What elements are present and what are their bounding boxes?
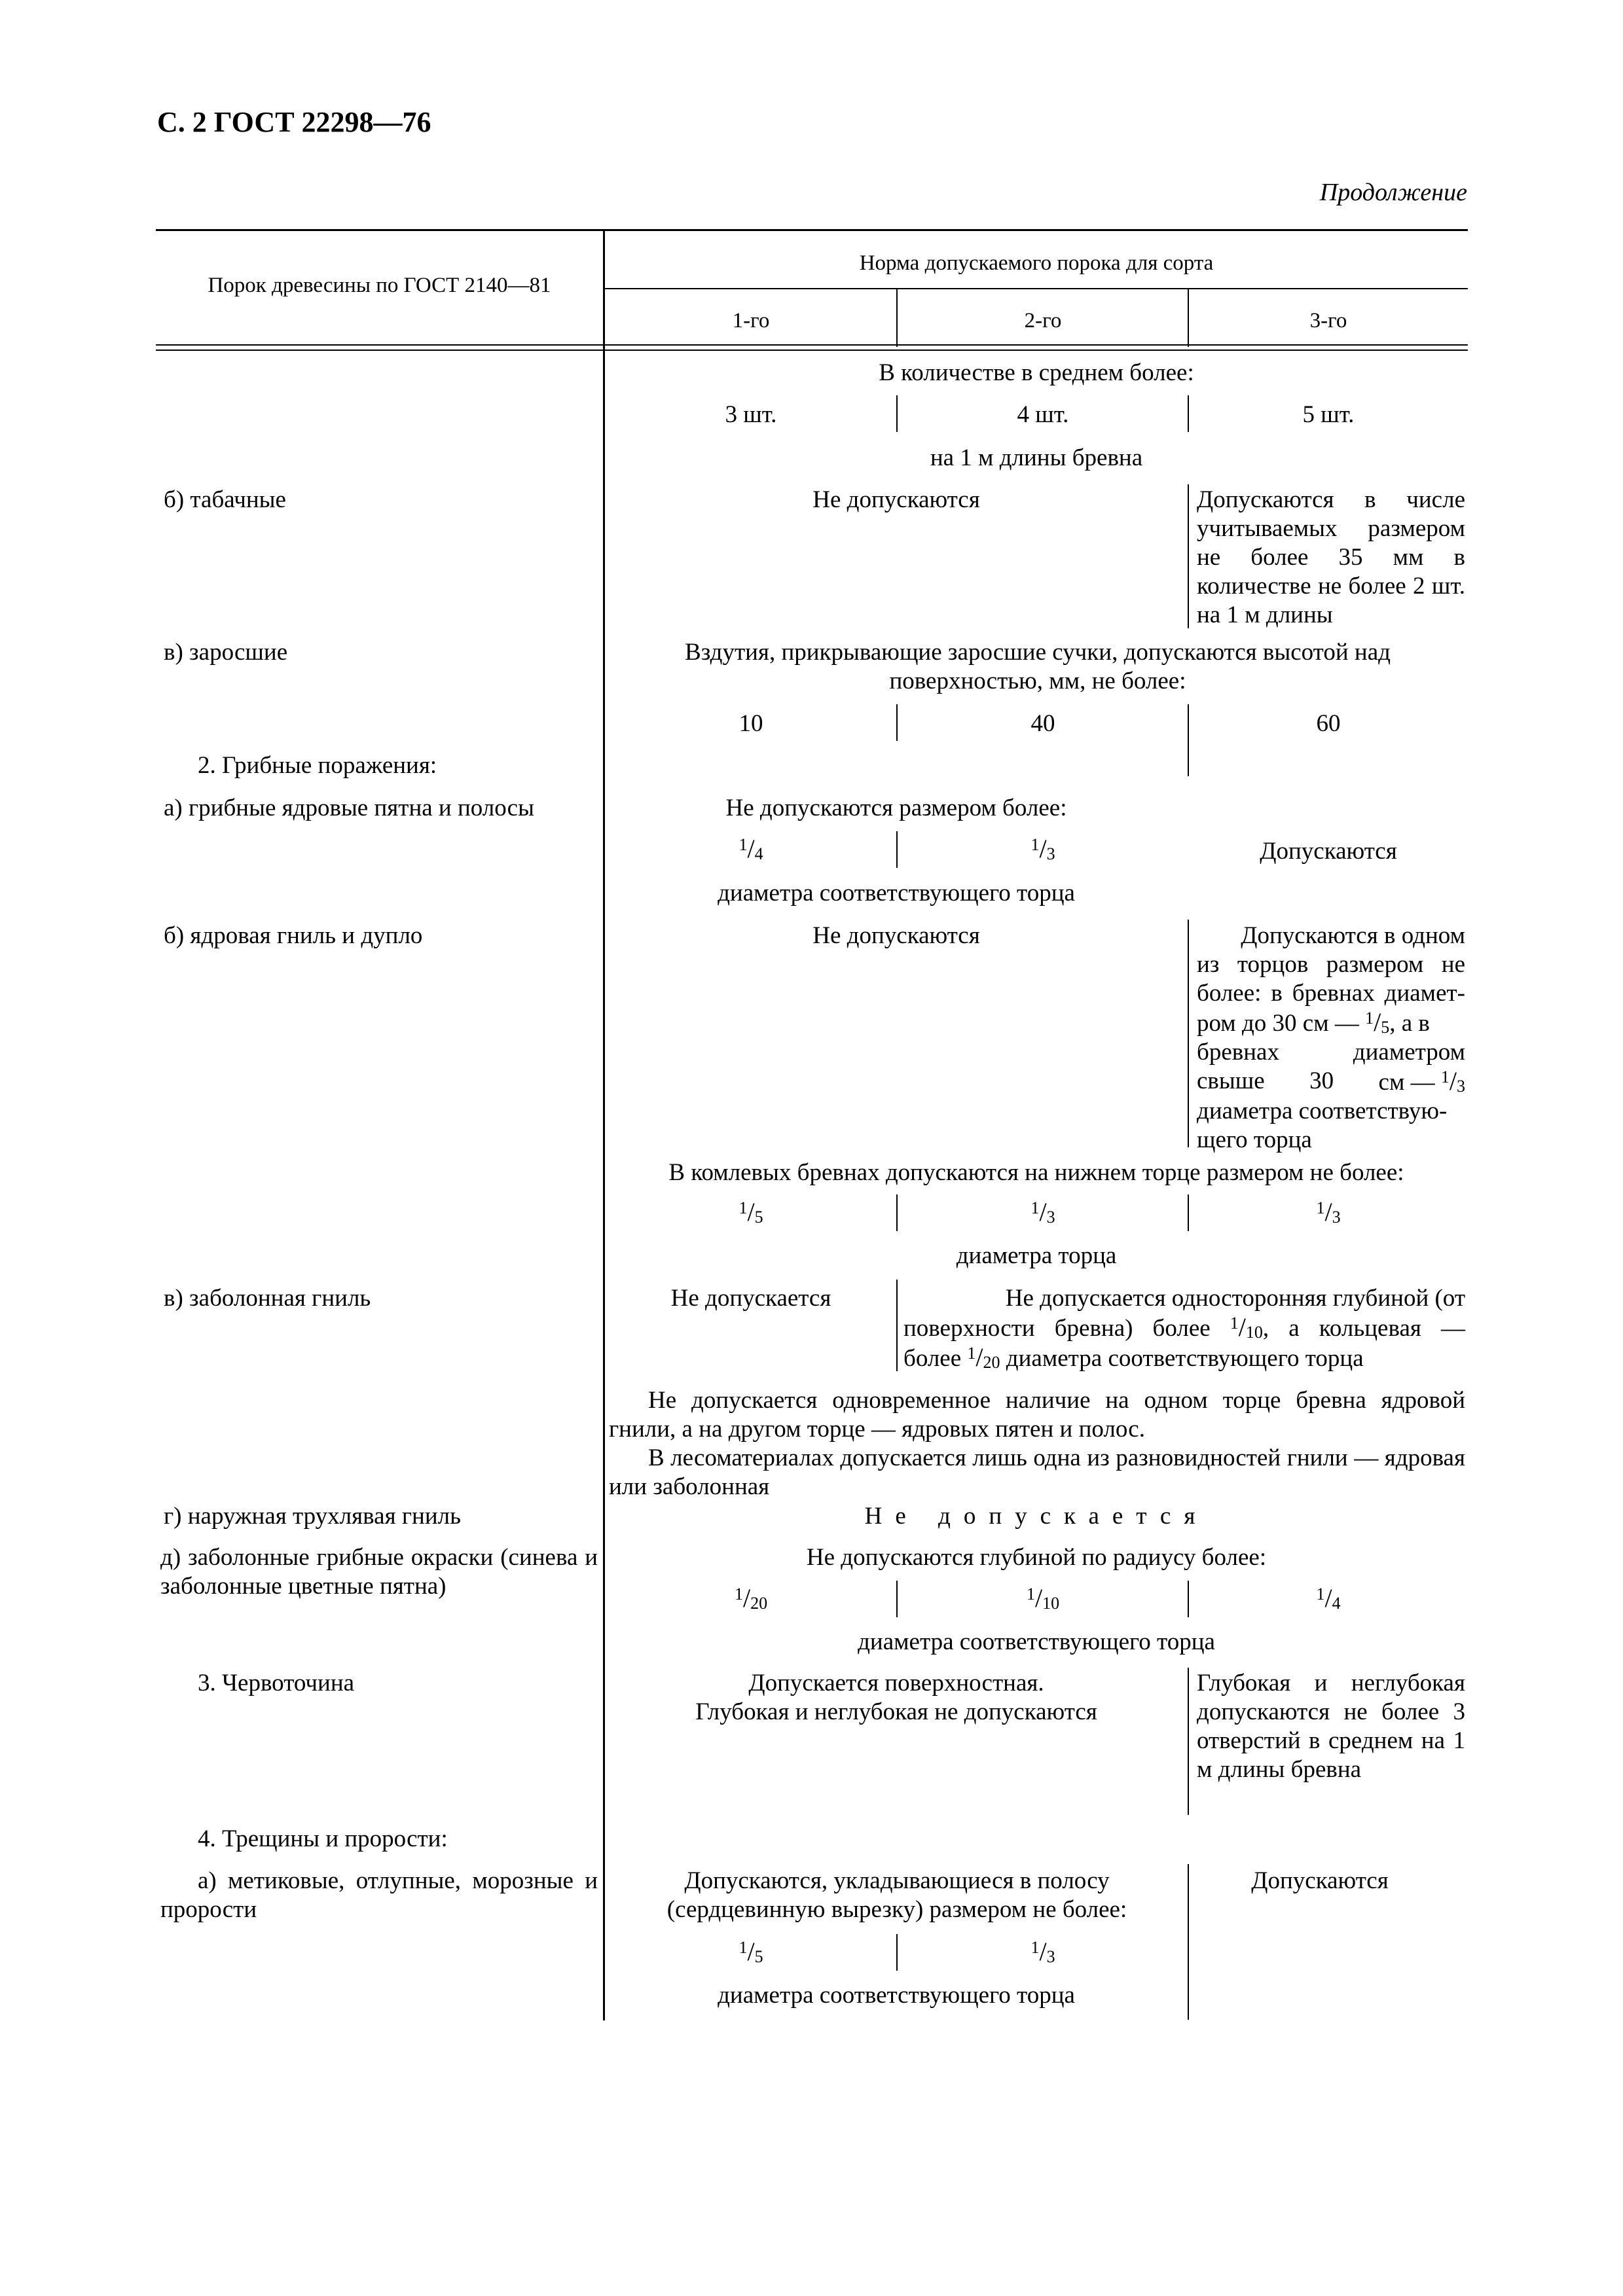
sap-stain-foot: диаметра соответствующего торца bbox=[858, 1628, 1215, 1655]
sap-rot-grade1: Не допускается bbox=[670, 1285, 831, 1312]
overgrown-label: в) заросшие bbox=[164, 639, 288, 666]
cracks-caption: Допускаются, укладывающиеся в полосу (сердцевинную вырезку) размером не более: bbox=[666, 1867, 1127, 1923]
heart-rot-g3-line: Допускаются в одном bbox=[1241, 922, 1465, 949]
cracks-foot: диаметра соответствующего торца bbox=[718, 1982, 1075, 2009]
sep bbox=[1188, 484, 1189, 628]
sap-rot-note-1: Не допускается одновременное наличие на одном торце бревна ядровой гнили, а на другом торце — ядровых пятен и полос. bbox=[609, 1387, 1465, 1443]
wormhole-grade12-line1: Допускается поверхностная. bbox=[748, 1670, 1044, 1696]
header-bottom-rule-1 bbox=[156, 344, 1468, 346]
sep bbox=[1188, 1194, 1189, 1231]
outer-rot-label: г) наружная трухлявая гниль bbox=[164, 1503, 461, 1530]
sep bbox=[896, 704, 898, 741]
sep bbox=[896, 1581, 898, 1617]
heart-rot-g3-line: диаметра соответствую- bbox=[1197, 1098, 1448, 1124]
heart-rot-g3-line: бревнах диаметром bbox=[1197, 1039, 1465, 1066]
grade-3-header: 3-го bbox=[1309, 309, 1347, 332]
sap-stain-caption: Не допускаются глубиной по радиусу более: bbox=[806, 1544, 1267, 1571]
header-bottom-rule-2 bbox=[156, 350, 1468, 351]
sep bbox=[896, 1194, 898, 1231]
butt-fraction-1: $^1/_5$ bbox=[739, 1197, 763, 1227]
wormhole-label: 3. Червоточина bbox=[198, 1670, 355, 1696]
cracks-label: а) метиковые, отлупные, морозные и прорости bbox=[160, 1867, 598, 1923]
overgrown-value-2: 40 bbox=[1030, 710, 1055, 737]
sep bbox=[896, 1934, 898, 1971]
heart-rot-grade3 bbox=[1197, 922, 1465, 1155]
outer-rot-text: Не допускается bbox=[864, 1503, 1209, 1530]
fungal-title: 2. Грибные поражения: bbox=[198, 752, 437, 779]
heart-spots-fraction-2: $^1/_3$ bbox=[1030, 834, 1055, 863]
norm-column-header: Норма допускаемого порока для сорта bbox=[859, 251, 1214, 275]
avg-count-3: 5 шт. bbox=[1302, 401, 1355, 428]
butt-fraction-2: $^1/_3$ bbox=[1030, 1197, 1055, 1227]
sap-rot-line: Не допускается односторонняя глубиной (от bbox=[1005, 1285, 1465, 1312]
page-label: С. 2 ГОСТ 22298—76 bbox=[157, 106, 431, 138]
cracks-title: 4. Трещины и прорости: bbox=[198, 1825, 448, 1852]
cracks-grade3: Допускаются bbox=[1251, 1867, 1389, 1894]
sep bbox=[1188, 1581, 1189, 1617]
tabac-label: б) табачные bbox=[164, 486, 286, 513]
avg-count-caption: В количестве в среднем более: bbox=[879, 359, 1194, 386]
avg-count-1: 3 шт. bbox=[725, 401, 777, 428]
butt-foot: диаметра торца bbox=[956, 1242, 1117, 1269]
continuation-label: Продолжение bbox=[1319, 179, 1467, 206]
grade-2-header: 2-го bbox=[1024, 309, 1062, 332]
wormhole-grade3: Глубокая и неглубокая допускаются не более 3 отверстий в среднем на 1 м длины бревна bbox=[1197, 1670, 1465, 1783]
defect-column-header: Порок древесины по ГОСТ 2140—81 bbox=[208, 274, 551, 297]
sap-rot-note-2: В лесоматериалах допускается лишь одна из разновидностей гнили — ядровая или заболонная bbox=[609, 1444, 1465, 1500]
heart-rot-grade12: Не допускаются bbox=[812, 922, 980, 949]
heart-spots-grade3: Допускаются bbox=[1260, 838, 1397, 865]
tabac-grade12: Не допускаются bbox=[812, 486, 980, 513]
per-meter-caption: на 1 м длины бревна bbox=[930, 444, 1143, 471]
sap-stain-fraction-2: $^1/_{10}$ bbox=[1026, 1583, 1060, 1613]
heart-rot-g3-line: свыше 30 см — $^1/_3$ bbox=[1197, 1066, 1465, 1096]
cracks-fraction-2: $^1/_3$ bbox=[1030, 1937, 1055, 1966]
sap-rot-grade23 bbox=[903, 1284, 1465, 1373]
heart-rot-g3-line: из торцов размером не bbox=[1197, 951, 1465, 978]
overgrown-text: Вздутия, прикрывающие заросшие сучки, допускаются высотой над поверхностью, мм, не более: bbox=[685, 639, 1391, 694]
sap-stain-fraction-3: $^1/_4$ bbox=[1316, 1583, 1341, 1613]
heart-spots-fraction-1: $^1/_4$ bbox=[739, 834, 763, 863]
sap-rot-line: поверхности бревна) более $^1/_{10}$, а кольцевая — bbox=[903, 1312, 1465, 1342]
heart-rot-g3-line: щего торца bbox=[1197, 1126, 1312, 1153]
heart-spots-label: а) грибные ядровые пятна и полосы bbox=[164, 795, 534, 821]
overgrown-value-3: 60 bbox=[1316, 710, 1341, 737]
sep bbox=[1188, 1668, 1189, 1815]
sap-rot-line: более $^1/_{20}$ диаметра соответствующего торца bbox=[903, 1342, 1364, 1372]
sep bbox=[1188, 704, 1189, 776]
sap-stain-label: д) заболонные грибные окраски (синева и заболонные цветные пятна) bbox=[160, 1544, 598, 1600]
butt-fraction-3: $^1/_3$ bbox=[1316, 1197, 1341, 1227]
sep bbox=[1188, 1864, 1189, 2020]
heart-rot-g3-line: ром до 30 см — $^1/_5$, а в bbox=[1197, 1007, 1430, 1037]
sep bbox=[896, 1280, 898, 1371]
butt-caption: В комлевых бревнах допускаются на нижнем торце размером не более: bbox=[668, 1159, 1404, 1186]
sep bbox=[1188, 395, 1189, 432]
overgrown-value-1: 10 bbox=[739, 710, 763, 737]
tabac-grade3: Допускаются в числе учитываемых размером не более 35 мм в количестве не более 2 шт. на 1 м длины bbox=[1197, 486, 1465, 628]
wormhole-grade12-line2: Глубокая и неглубокая не допускаются bbox=[695, 1698, 1097, 1725]
heart-rot-g3-line: более: в бревнах диамет- bbox=[1197, 980, 1465, 1007]
sap-rot-label: в) заболонная гниль bbox=[164, 1285, 371, 1312]
grade-1-header: 1-го bbox=[732, 309, 770, 332]
table-top-rule bbox=[156, 229, 1468, 231]
header-mid-rule bbox=[604, 288, 1468, 289]
sep bbox=[896, 395, 898, 432]
cracks-fraction-1: $^1/_5$ bbox=[739, 1937, 763, 1966]
sap-stain-fraction-1: $^1/_{20}$ bbox=[734, 1583, 768, 1613]
heart-spots-caption: Не допускаются размером более: bbox=[725, 795, 1067, 821]
heart-spots-foot: диаметра соответствующего торца bbox=[718, 880, 1075, 906]
sep bbox=[1188, 920, 1189, 1147]
sep bbox=[896, 831, 898, 868]
heart-rot-label: б) ядровая гниль и дупло bbox=[164, 922, 423, 949]
avg-count-2: 4 шт. bbox=[1017, 401, 1069, 428]
